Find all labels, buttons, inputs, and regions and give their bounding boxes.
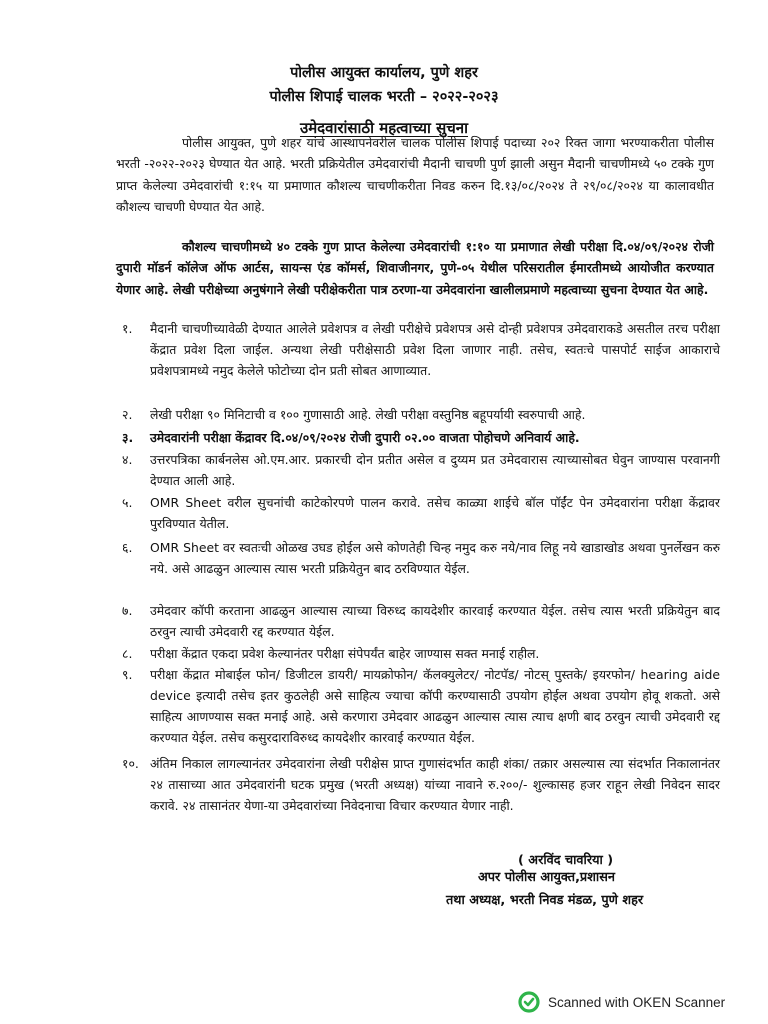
instruction-number: ३. [122, 430, 134, 445]
instruction-text: उमेदवारांनी परीक्षा केंद्रावर दि.०४/०९/२०२४ रोजी दुपारी ०२.०० वाजता पोहोचणे अनिवार्य आहे. [150, 430, 580, 445]
instruction-number: ९. [122, 667, 133, 682]
recruitment-header: पोलीस शिपाई चालक भरती – २०२२-२०२३ [269, 89, 499, 105]
instruction-number: ६. [122, 540, 133, 555]
intro-paragraph: पोलीस आयुक्त, पुणे शहर यांचे आस्थापनेवरील चालक पोलीस शिपाई पदाच्या २०२ रिक्त जागा भरण्याकरीता पोलीस भरती -२०२२-२०२३ घेण्यात येत आहे. भरती प्रक्रियेतील उमेदवारांची मैदानी चाचणी पुर्ण झाली असुन मैदानी चाचणीमध्ये ५० टक्के गुण प्राप्त केलेल्या उमेदवारांची १:१५ या प्रमाणात कौशल्य चाचणीकरीता निवड करुन दि.१३/०८/२०२४ ते २९/०८/२०२४ या कालावधीत कौशल्य चाचणी घेण्यात येत आहे. [116, 135, 714, 215]
instruction-item-9 [122, 664, 720, 748]
notice-title-text: उमेदवारांसाठी महत्वाच्या सुचना [299, 119, 468, 137]
office-header: पोलीस आयुक्त कार्यालय, पुणे शहर [290, 65, 478, 81]
instruction-text: लेखी परीक्षा ९० मिनिटाची व १०० गुणासाठी आहे. लेखी परीक्षा वस्तुनिष्ठ बहूपर्यायी स्वरुपाची आहे. [150, 407, 586, 422]
instruction-item-3 [122, 427, 720, 448]
instruction-item-1 [122, 318, 720, 381]
instruction-number: १. [122, 321, 133, 336]
signatory-name: ( अरविंद चावरिया ) [518, 853, 614, 868]
instruction-text: उमेदवार कॉपी करताना आढळुन आल्यास त्याच्या विरुध्द कायदेशीर कारवाई करण्यात येईल. तसेच त्यास भरती प्रक्रियेतुन बाद ठरवुन त्याची उमेदवारी रद्द करण्यात येईल. [150, 603, 720, 639]
instruction-text: मैदानी चाचणीच्यावेळी देण्यात आलेले प्रवेशपत्र व लेखी परीक्षेचे प्रवेशपत्र असे दोन्ही प्रवेशपत्र उमेदवाराकडे असतील तरच परीक्षा केंद्रात प्रवेश दिला जाईल. अन्यथा लेखी परीक्षेसाठी प्रवेश दिला जाणार नाही. तसेच, स्वतःचे पासपोर्ट साईज आकाराचे प्रवेशपत्रामध्ये नमुद केलेले फोटोच्या दोन प्रती सोबत आणाव्यात. [150, 321, 720, 378]
instruction-text: परीक्षा केंद्रात मोबाईल फोन/ डिजीटल डायरी/ मायक्रोफोन/ कॅलक्युलेटर/ नोटपॅड/ नोटस् पुस्तके/ इयरफोन/ hearing aide device इत्यादी तसेच इतर कुठलेही असे साहित्य ज्याचा कॉपी करण्यासाठी उपयोग होईल अथवा उपयोग होवू शकतो. असे साहित्य आणण्यास सक्त मनाई आहे. असे करणारा उमेदवार आढळुन आल्यास त्यास त्याच क्षणी बाद ठरवुन त्याची उमेदवारी रद्द करण्यात येईल. तसेच कसुरदाराविरुध्द कायदेशीर कारवाई करण्यात येईल. [150, 667, 720, 745]
scanner-watermark [518, 990, 725, 1014]
instruction-text: अंतिम निकाल लागल्यानंतर उमेदवारांना लेखी परीक्षेस प्राप्त गुणासंदर्भात काही शंका/ तक्रार असल्यास त्या संदर्भात निकालानंतर २४ तासाच्या आत उमेदवारांनी घटक प्रमुख (भरती अध्यक्ष) यांच्या नावाने रु.२००/- शुल्कासह हजर राहून लेखी निवेदन सादर करावे. २४ तासानंतर येणा-या उमेदवारांच्या निवेदनाचा विचार करण्यात येणार नाही. [150, 756, 720, 813]
instruction-item-2 [122, 404, 720, 425]
instruction-number: ४. [122, 452, 133, 467]
instruction-item-4 [122, 449, 720, 491]
instruction-item-10 [122, 753, 720, 816]
instruction-item-5 [122, 492, 720, 534]
signatory-chair: तथा अध्यक्ष, भरती निवड मंडळ, पुणे शहर [446, 893, 644, 908]
instruction-text: OMR Sheet वर स्वतःची ओळख उघड होईल असे कोणतेही चिन्ह नमुद करु नये/नाव लिहू नये खाडाखोड अथवा पुनर्लेखन करु नये. असे आढळुन आल्यास त्यास भरती प्रक्रियेतुन बाद ठरविण्यात येईल. [150, 540, 720, 576]
instruction-text: उत्तरपत्रिका कार्बनलेस ओ.एम.आर. प्रकारची दोन प्रतीत असेल व दुय्यम प्रत उमेदवारास त्याच्यासोबत घेवुन जाण्यास परवानगी देण्यात आली आहे. [150, 452, 720, 488]
instruction-number: ५. [122, 495, 133, 510]
scanner-watermark-text: Scanned with OKEN Scanner [548, 994, 726, 1010]
oken-scanner-logo-icon [518, 991, 540, 1013]
instruction-text: परीक्षा केंद्रात एकदा प्रवेश केल्यानंतर परीक्षा संपेपर्यंत बाहेर जाण्यास सक्त मनाई राहील. [150, 646, 540, 661]
instruction-text: OMR Sheet वरील सुचनांची काटेकोरपणे पालन करावे. तसेच काळ्या शाईचे बॉल पॉईंट पेन उमेदवारांना परीक्षा केंद्रावर पुरविण्यात येतील. [150, 495, 720, 531]
instruction-number: १०. [122, 756, 139, 771]
instruction-item-6 [122, 537, 720, 579]
instruction-number: ७. [122, 603, 133, 618]
instruction-number: २. [122, 407, 133, 422]
signatory-designation: अपर पोलीस आयुक्त,प्रशासन [478, 870, 615, 885]
instruction-item-7 [122, 600, 720, 642]
instruction-item-8 [122, 643, 720, 664]
instruction-number: ८. [122, 646, 133, 661]
exam-paragraph: कौशल्य चाचणीमध्ये ४० टक्के गुण प्राप्त केलेल्या उमेदवारांची १:१० या प्रमाणात लेखी परीक्षा दि.०४/०९/२०२४ रोजी दुपारी मॉडर्न कॉलेज ऑफ आर्टस, सायन्स एंड कॉमर्स, शिवाजीनगर, पुणे-०५ येथील परिसरातील ईमारतीमध्ये आयोजीत करण्यात येणार आहे. लेखी परीक्षेच्या अनुषंगाने लेखी परीक्षेकरीता पात्र ठरणा-या उमेदवारांना खालीलप्रमाणे महत्वाच्या सुचना देण्यात येत आहे. [116, 239, 714, 297]
